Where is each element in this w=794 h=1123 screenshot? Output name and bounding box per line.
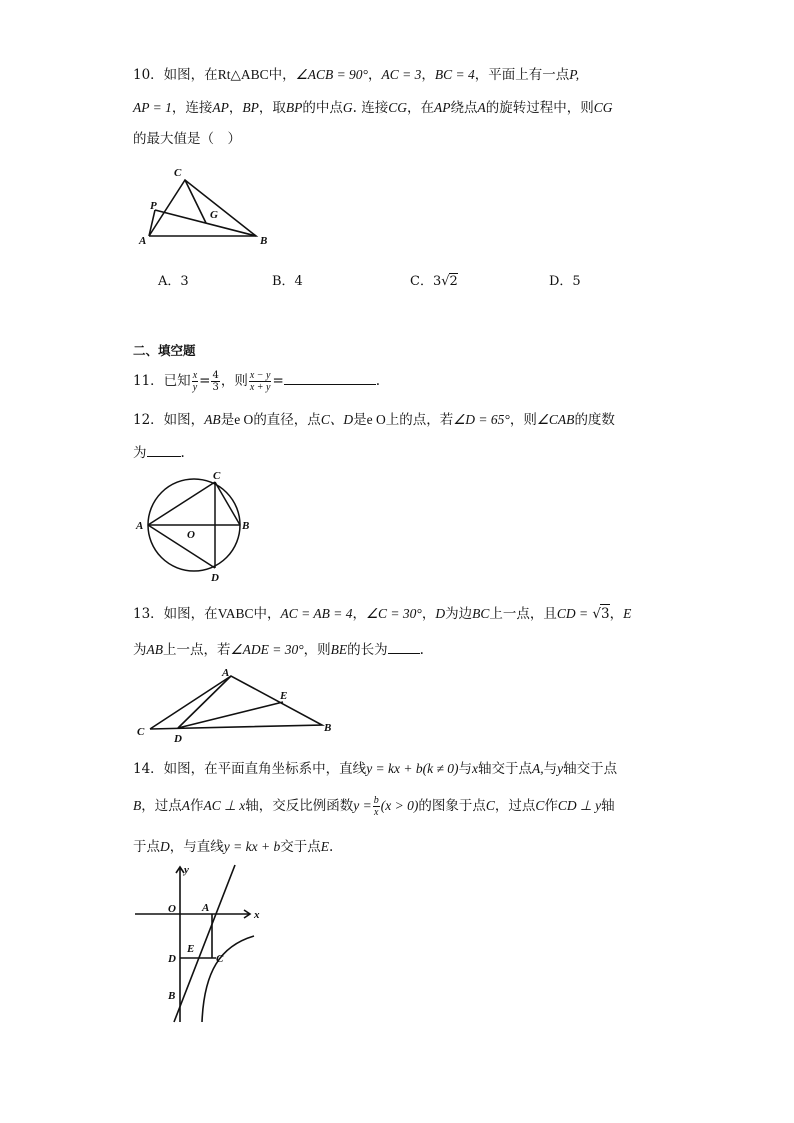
q14-text: 轴 [601, 798, 615, 814]
q14-line3 [133, 838, 333, 856]
q14-text: 与 [543, 761, 558, 777]
q14-label-c: C [216, 953, 224, 965]
q14-d: D [160, 839, 170, 854]
q13-line2 [133, 640, 424, 659]
q11-frac-xy [192, 370, 198, 393]
q12-text: 12．如图， [133, 412, 205, 428]
q14-b: B [133, 798, 142, 813]
q14-text: 于点 [133, 839, 160, 855]
q13-e: E [623, 606, 632, 621]
q13-text: 上一点，且 [489, 606, 557, 622]
q11-frac-num: x − y [249, 370, 271, 381]
q10-figure [138, 160, 278, 250]
q14-c: C [485, 798, 495, 813]
q12-text: 的直径，点 [253, 412, 321, 428]
q13-text: 上一点，若 [163, 642, 231, 658]
q13-cd: CD = [556, 606, 589, 621]
q10-line3: 的最大值是（ ） [133, 131, 241, 147]
q12-ab: AB [204, 412, 221, 427]
q10-a: A [477, 100, 486, 115]
q10-ap: AP = 1 [133, 100, 172, 115]
q13-angle: ∠C = 30° [365, 606, 422, 621]
q10-bc: BC = 4 [434, 67, 475, 82]
q11-frac-num: 4 [212, 370, 219, 381]
q14-line2 [133, 793, 615, 819]
q10-option-d[interactable]: D．5 [549, 274, 581, 289]
q13-answer-blank[interactable] [388, 640, 420, 654]
q10-option-c-coef: 3 [432, 274, 442, 289]
q10-option-a[interactable]: A．3 [158, 274, 189, 289]
q13-text: ，则 [303, 642, 331, 658]
q12-line2 [133, 443, 185, 462]
q13-ab: AB [146, 642, 163, 657]
q12-text: 上的点，若 [385, 412, 454, 428]
q14-text: 作 [544, 798, 558, 814]
q13-segment-de [178, 702, 283, 728]
q10-ap: AP [433, 100, 451, 115]
q10-ap: AP [212, 100, 229, 115]
q14-label-e: E [187, 943, 195, 955]
q14-end: . [328, 839, 334, 855]
q13-figure [134, 665, 340, 745]
q10-label-a: A [139, 235, 147, 247]
q10-text: ，取 [258, 100, 286, 116]
q12-segment-ad [148, 525, 215, 568]
q11-text: ，则 [220, 373, 248, 389]
q11-answer-blank[interactable] [284, 371, 376, 385]
q14-text: 作 [190, 798, 204, 814]
q11-frac-num: x [192, 370, 198, 381]
q10-text: ，在 [406, 100, 434, 116]
q10-label-b: B [260, 235, 268, 247]
q14-perp: AC ⊥ x [203, 798, 246, 813]
q14-text: 的图象于点 [418, 798, 486, 814]
q14-text: ，与直线 [169, 839, 224, 855]
q13-text: 中， [253, 606, 281, 622]
q10-segment-cg [185, 180, 206, 223]
q10-angle: ∠ACB = 90° [295, 67, 368, 82]
q12-angle: ∠D = 65° [453, 412, 510, 427]
q10-sep: ， [421, 67, 435, 83]
q11-eq: = [272, 373, 284, 389]
q13-bc: BC [472, 606, 490, 621]
q14-a: A [181, 798, 190, 813]
q10-sep: ， [228, 100, 243, 116]
q10-option-b[interactable]: B．4 [272, 274, 303, 289]
q13-label-c: C [137, 726, 145, 738]
q10-ac: AC = 3 [381, 67, 422, 82]
q13-sep: ， [609, 606, 624, 622]
q14-frac-bx [373, 795, 380, 818]
q10-text: 中， [268, 67, 296, 83]
q11-frac-expr [249, 370, 272, 393]
q11-frac-43 [211, 370, 219, 393]
q14-label-y: y [184, 864, 189, 876]
q10-text: 的旋转过程中，则 [485, 100, 594, 116]
q13-line1: 13．如图，在VABC中，AC = AB = 4，∠C = 30°，D为边BC上一点，且CD = √3，E [133, 606, 632, 622]
q10-option-c[interactable]: C．3√2 [410, 274, 458, 289]
q14-frac-num: b [373, 795, 379, 806]
q13-text: 为边 [445, 606, 473, 622]
q13-d: D [435, 606, 446, 621]
q10-cg: CG [388, 100, 407, 115]
q10-bp: BP [285, 100, 303, 115]
q10-text: 的中点 [302, 100, 343, 116]
q12-text: 为 [133, 445, 147, 461]
q13-text: 的长为 [347, 642, 388, 658]
q12-label-o: O [187, 529, 195, 541]
q10-text: 绕点 [450, 100, 478, 116]
q14-line-eq: y = kx + b [223, 839, 281, 854]
q14-frac-den: x [374, 807, 379, 818]
q13-eq: AC = AB = 4 [280, 606, 353, 621]
q13-be: BE [330, 642, 348, 657]
q12-text: 是 [353, 412, 367, 428]
q11-frac-den: x + y [249, 382, 271, 393]
q11-eq: = [199, 373, 211, 389]
q10-label-g: G [210, 209, 218, 221]
q14-text: 14．如图，在平面直角坐标系中，直线 [133, 761, 367, 777]
q13-sep: ， [421, 606, 436, 622]
q14-a: A, [532, 761, 544, 776]
q11-line [133, 368, 380, 394]
q14-line1 [133, 760, 617, 778]
q10-bp: BP [242, 100, 259, 115]
q13-label-b: B [324, 722, 332, 734]
q10-line2 [133, 99, 612, 117]
q13-triangle: VABC [217, 606, 254, 621]
q14-y: y [557, 761, 564, 776]
q14-figure [132, 862, 272, 1028]
q14-line-eq: y = kx + b [366, 761, 423, 776]
q13-label-e: E [280, 690, 288, 702]
q14-text: ，过点 [141, 798, 182, 814]
q13-triangle-abc [150, 676, 322, 729]
q14-text: 轴，交反比例函数 [245, 798, 354, 814]
q14-label-x: x [254, 909, 260, 921]
q12-cab: ∠CAB [536, 412, 575, 427]
q11-frac-den: y [192, 382, 198, 393]
q13-sep: ， [352, 606, 366, 622]
q10-text: 10．如图，在 [133, 67, 218, 83]
q14-y-eq: y = [353, 798, 372, 813]
q12-line1 [133, 411, 615, 429]
q14-x: x [472, 761, 479, 776]
q10-text: ，连接 [171, 100, 213, 116]
q13-label-d: D [174, 733, 182, 745]
q10-option-c-prefix: C． [410, 274, 433, 289]
q12-circle: e O [234, 412, 254, 427]
q10-g: G [342, 100, 353, 115]
q12-label-c: C [213, 470, 221, 482]
q14-text: 轴交于点 [478, 761, 533, 777]
q12-end: . [180, 445, 185, 461]
q10-p: P, [569, 67, 580, 82]
q10-option-c-radicand: 2 [449, 274, 458, 289]
q13-segment-ad [178, 676, 231, 728]
q14-domain: (x > 0) [380, 798, 419, 813]
q12-text: 是 [220, 412, 235, 428]
q14-label-b: B [168, 990, 176, 1002]
q13-text: 为 [133, 642, 147, 658]
q12-label-d: D [211, 572, 219, 584]
q11-text: 11．已知 [133, 373, 191, 389]
q12-figure [134, 467, 260, 585]
q12-label-b: B [242, 520, 250, 532]
q13-text: 13．如图，在 [133, 606, 218, 622]
section-title: 二、填空题 [133, 343, 196, 358]
q10-label-c: C [174, 167, 182, 179]
q13-label-a: A [222, 667, 230, 679]
q10-text: . 连接 [352, 100, 389, 116]
q14-label-a: A [202, 902, 210, 914]
q13-ade: ∠ADE = 30° [230, 642, 304, 657]
q14-e: E [320, 839, 329, 854]
q14-c: C [535, 798, 545, 813]
q10-text: ，平面上有一点 [474, 67, 570, 83]
q12-circle: e O [366, 412, 386, 427]
q14-cond: (k ≠ 0) [422, 761, 459, 776]
q12-segment-cb [215, 482, 240, 525]
q10-triangle: Rt△ABC [217, 67, 269, 82]
q14-text: 轴交于点 [563, 761, 618, 777]
q12-segment-ac [148, 482, 215, 525]
q13-end: . [419, 642, 424, 658]
q14-label-o: O [168, 903, 176, 915]
q12-text: 的度数 [574, 412, 615, 428]
q10-line1 [133, 66, 579, 84]
q10-label-p: P [150, 200, 157, 212]
q14-perp: CD ⊥ y [557, 798, 602, 813]
q10-cg: CG [593, 100, 613, 115]
q14-text: 交于点 [280, 839, 321, 855]
q14-text: 与 [458, 761, 473, 777]
q12-answer-blank[interactable] [147, 443, 181, 457]
q12-label-a: A [136, 520, 144, 532]
q13-radicand: 3 [601, 606, 610, 622]
q12-text: ，则 [509, 412, 537, 428]
q14-label-d: D [168, 953, 176, 965]
q10-sep: ， [367, 67, 382, 83]
q14-text: ，过点 [494, 798, 536, 814]
q11-frac-den: 3 [212, 382, 219, 393]
q12-cd: C、D [320, 412, 354, 427]
q10-triangle-abc [149, 180, 256, 236]
q14-hyperbola [202, 936, 254, 1022]
q11-end: . [375, 373, 381, 389]
